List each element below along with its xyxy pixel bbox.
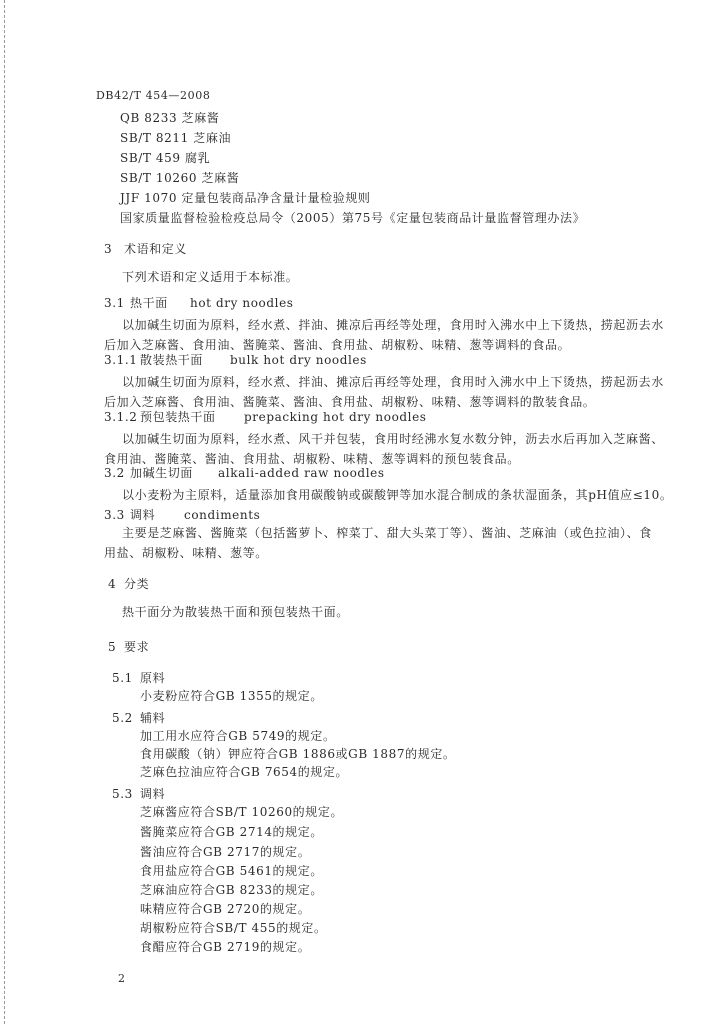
subsection-title: 调料 — [140, 787, 166, 801]
section-number: 5 — [108, 640, 117, 654]
requirement-line: 小麦粉应符合GB 1355的规定。 — [140, 689, 323, 703]
subsection-number: 5.1 — [112, 671, 133, 685]
term-definition: 后加入芝麻酱、食用油、酱腌菜、酱油、食用盐、胡椒粉、味精、葱等调料的散装食品。 — [104, 395, 596, 409]
requirement-line: 芝麻色拉油应符合GB 7654的规定。 — [140, 765, 349, 779]
term-english: prepacking hot dry noodles — [244, 410, 427, 424]
requirement-line: 芝麻油应符合GB 8233的规定。 — [140, 883, 323, 897]
reference-item: SB/T 8211 芝麻油 — [120, 131, 232, 145]
reference-item: QB 8233 芝麻酱 — [120, 111, 220, 125]
requirement-line: 酱油应符合GB 2717的规定。 — [140, 845, 311, 859]
requirement-line: 味精应符合GB 2720的规定。 — [140, 902, 311, 916]
term-name: 散装热干面 — [140, 353, 204, 367]
requirement-line: 食用盐应符合GB 5461的规定。 — [140, 864, 323, 878]
term-definition: 用盐、胡椒粉、味精、葱等。 — [104, 546, 268, 560]
term-definition: 以加碱生切面为原料，经水煮、拌油、摊凉后再经等处理，食用时入沸水中上下烫热，捞起沥去水 — [122, 318, 664, 332]
term-definition: 以加碱生切面为原料，经水煮、拌油、摊凉后再经等处理，食用时入沸水中上下烫热，捞起沥去水 — [122, 375, 664, 389]
subsection-number: 5.3 — [112, 787, 133, 801]
requirement-line: 加工用水应符合GB 5749的规定。 — [140, 729, 336, 743]
requirement-line: 食用碳酸（钠）钾应符合GB 1886或GB 1887的规定。 — [140, 747, 456, 761]
section-title: 分类 — [124, 577, 150, 591]
term-definition: 以加碱生切面为原料，经水煮、风干并包装，食用时经沸水复水数分钟，沥去水后再加入芝麻酱、 — [122, 432, 664, 446]
term-number: 3.1.1 — [104, 353, 138, 367]
requirement-line: 芝麻酱应符合SB/T 10260的规定。 — [140, 805, 344, 819]
term-definition: 食用油、酱腌菜、酱油、食用盐、胡椒粉、味精、葱等调料的预包装食品。 — [104, 452, 520, 466]
subsection-title: 辅料 — [140, 711, 166, 725]
term-english: condiments — [184, 508, 261, 522]
section-title: 术语和定义 — [124, 242, 188, 256]
reference-item: JJF 1070 定量包装商品净含量计量检验规则 — [120, 191, 371, 205]
requirement-line: 酱腌菜应符合GB 2714的规定。 — [140, 825, 323, 839]
section-title: 要求 — [124, 640, 150, 654]
requirement-line: 胡椒粉应符合SB/T 455的规定。 — [140, 921, 327, 935]
term-name: 调料 — [130, 508, 156, 522]
subsection-number: 5.2 — [112, 711, 133, 725]
binding-margin-line — [4, 0, 6, 1024]
reference-item: SB/T 10260 芝麻酱 — [120, 171, 240, 185]
term-number: 3.1.2 — [104, 410, 138, 424]
section-intro: 下列术语和定义适用于本标准。 — [122, 270, 299, 284]
term-number: 3.3 — [104, 508, 125, 522]
term-name: 加碱生切面 — [130, 466, 194, 480]
term-name: 热干面 — [130, 296, 168, 310]
term-definition: 后加入芝麻酱、食用油、酱腌菜、酱油、食用盐、胡椒粉、味精、葱等调料的食品。 — [104, 338, 571, 352]
section-body: 热干面分为散装热干面和预包装热干面。 — [122, 605, 349, 619]
subsection-title: 原料 — [140, 671, 166, 685]
term-definition: 主要是芝麻酱、酱腌菜（包括酱萝卜、榨菜丁、甜大头菜丁等）、酱油、芝麻油（或色拉油）、食 — [122, 526, 652, 540]
term-number: 3.2 — [104, 466, 125, 480]
term-english: alkali-added raw noodles — [218, 466, 385, 480]
requirement-line: 食醋应符合GB 2719的规定。 — [140, 940, 311, 954]
reference-item: SB/T 459 腐乳 — [120, 151, 211, 165]
term-name: 预包装热干面 — [140, 410, 216, 424]
term-definition: 以小麦粉为主原料，适量添加食用碳酸钠或碳酸钾等加水混合制成的条状湿面条，其pH值应≤10。 — [122, 488, 673, 502]
document-code: DB42/T 454—2008 — [96, 89, 211, 102]
term-english: bulk hot dry noodles — [230, 353, 367, 367]
term-english: hot dry noodles — [190, 296, 294, 310]
section-number: 4 — [108, 577, 117, 591]
term-number: 3.1 — [104, 296, 125, 310]
section-number: 3 — [104, 242, 113, 256]
reference-item: 国家质量监督检验检疫总局令（2005）第75号《定量包装商品计量监督管理办法》 — [120, 211, 586, 225]
page-number: 2 — [118, 972, 126, 985]
